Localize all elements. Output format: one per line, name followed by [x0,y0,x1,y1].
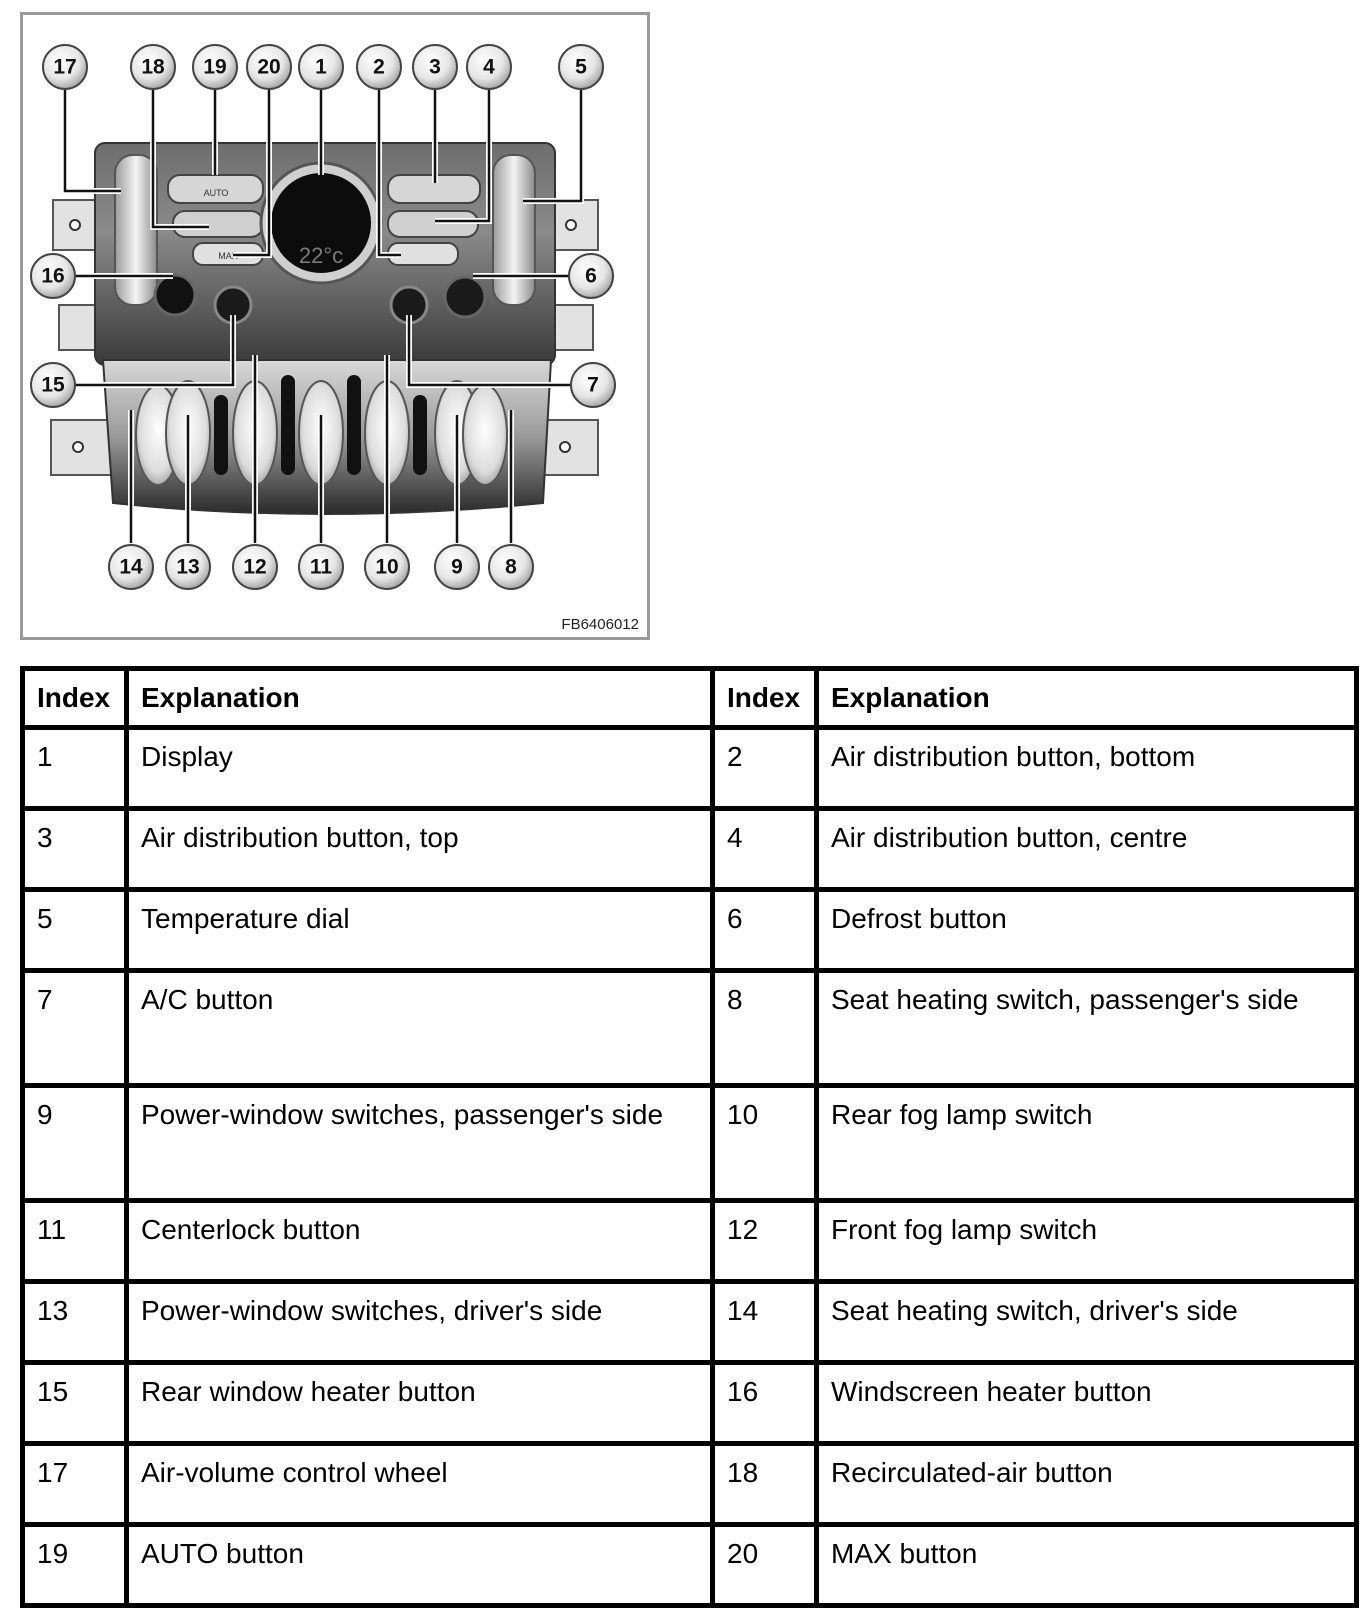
cell-index: 9 [23,1086,127,1201]
cell-index: 5 [23,890,127,971]
cell-explanation: Power-window switches, passenger's side [127,1086,713,1201]
cell-explanation: Rear window heater button [127,1363,713,1444]
cell-index: 12 [713,1201,817,1282]
cell-index: 18 [713,1444,817,1525]
header-explanation: Explanation [127,669,713,728]
cell-explanation: Temperature dial [127,890,713,971]
cell-explanation: Recirculated-air button [817,1444,1357,1525]
svg-text:4: 4 [483,55,495,79]
svg-text:19: 19 [203,55,227,79]
cell-index: 10 [713,1086,817,1201]
cell-index: 15 [23,1363,127,1444]
table-row [23,1201,1357,1282]
cell-index: 7 [23,971,127,1086]
svg-text:2: 2 [373,55,385,79]
callout-10 [365,545,409,589]
cell-index: 6 [713,890,817,971]
callout-11 [299,545,343,589]
legend-table [20,666,1359,1608]
header-explanation-2: Explanation [817,669,1357,728]
cell-index: 1 [23,728,127,809]
svg-text:8: 8 [505,555,517,579]
svg-text:12: 12 [243,555,267,579]
cell-explanation: Centerlock button [127,1201,713,1282]
callout-3 [413,45,457,89]
cell-index: 13 [23,1282,127,1363]
cell-explanation: Air distribution button, top [127,809,713,890]
callout-1 [299,45,343,89]
table-row [23,728,1357,809]
callout-4 [467,45,511,89]
callout-16 [31,254,75,298]
cell-explanation: Air distribution button, bottom [817,728,1357,809]
callout-5 [559,45,603,89]
cell-index: 8 [713,971,817,1086]
callout-12 [233,545,277,589]
callout-6 [569,254,613,298]
svg-text:16: 16 [41,264,65,288]
svg-text:15: 15 [41,373,65,397]
cell-index: 20 [713,1525,817,1606]
cell-explanation: Air-volume control wheel [127,1444,713,1525]
svg-text:10: 10 [375,555,399,579]
callout-17 [43,45,87,89]
cell-explanation: A/C button [127,971,713,1086]
cell-explanation: Display [127,728,713,809]
callout-13 [166,545,210,589]
table-row [23,1086,1357,1201]
callout-20 [247,45,291,89]
svg-text:7: 7 [587,373,599,397]
svg-text:14: 14 [119,555,143,579]
cell-explanation: Defrost button [817,890,1357,971]
callout-2 [357,45,401,89]
cell-index: 16 [713,1363,817,1444]
table-row [23,1282,1357,1363]
callout-7 [571,363,615,407]
diagram-illustration [23,15,647,637]
svg-text:13: 13 [176,555,200,579]
table-row [23,809,1357,890]
auto-label: AUTO [203,188,229,198]
cell-explanation: Windscreen heater button [817,1363,1357,1444]
svg-text:5: 5 [575,55,587,79]
cell-explanation: Front fog lamp switch [817,1201,1357,1282]
table-row [23,971,1357,1086]
cell-index: 2 [713,728,817,809]
svg-text:1: 1 [315,55,327,79]
svg-text:18: 18 [141,55,165,79]
temperature-dial [493,155,535,305]
windscreen-heater-knob [155,275,195,315]
svg-text:6: 6 [585,264,597,288]
table-row [23,890,1357,971]
cell-explanation: Air distribution button, centre [817,809,1357,890]
cell-index: 14 [713,1282,817,1363]
table-row [23,1444,1357,1525]
callout-9 [435,545,479,589]
callout-15 [31,363,75,407]
svg-text:17: 17 [53,55,77,79]
svg-text:11: 11 [309,555,333,579]
cell-index: 11 [23,1201,127,1282]
cell-explanation: AUTO button [127,1525,713,1606]
figure-code: FB6406012 [561,616,639,633]
header-index: Index [23,669,127,728]
cell-explanation: Seat heating switch, driver's side [817,1282,1357,1363]
cell-index: 17 [23,1444,127,1525]
svg-text:3: 3 [429,55,441,79]
callout-18 [131,45,175,89]
cell-index: 19 [23,1525,127,1606]
cell-index: 4 [713,809,817,890]
cell-explanation: MAX button [817,1525,1357,1606]
header-index-2: Index [713,669,817,728]
cell-explanation: Power-window switches, driver's side [127,1282,713,1363]
callout-19 [193,45,237,89]
callout-8 [489,545,533,589]
callout-14 [109,545,153,589]
cell-index: 3 [23,809,127,890]
svg-text:9: 9 [451,555,463,579]
table-row [23,1363,1357,1444]
svg-text:20: 20 [257,55,281,79]
table-row [23,1525,1357,1606]
table-header-row [23,669,1357,728]
cell-explanation: Seat heating switch, passenger's side [817,971,1357,1086]
defrost-knob [445,277,485,317]
cell-explanation: Rear fog lamp switch [817,1086,1357,1201]
display-temperature: 22°c [298,243,344,268]
max-label: MAX [218,251,238,261]
climate-control-diagram [20,12,650,640]
